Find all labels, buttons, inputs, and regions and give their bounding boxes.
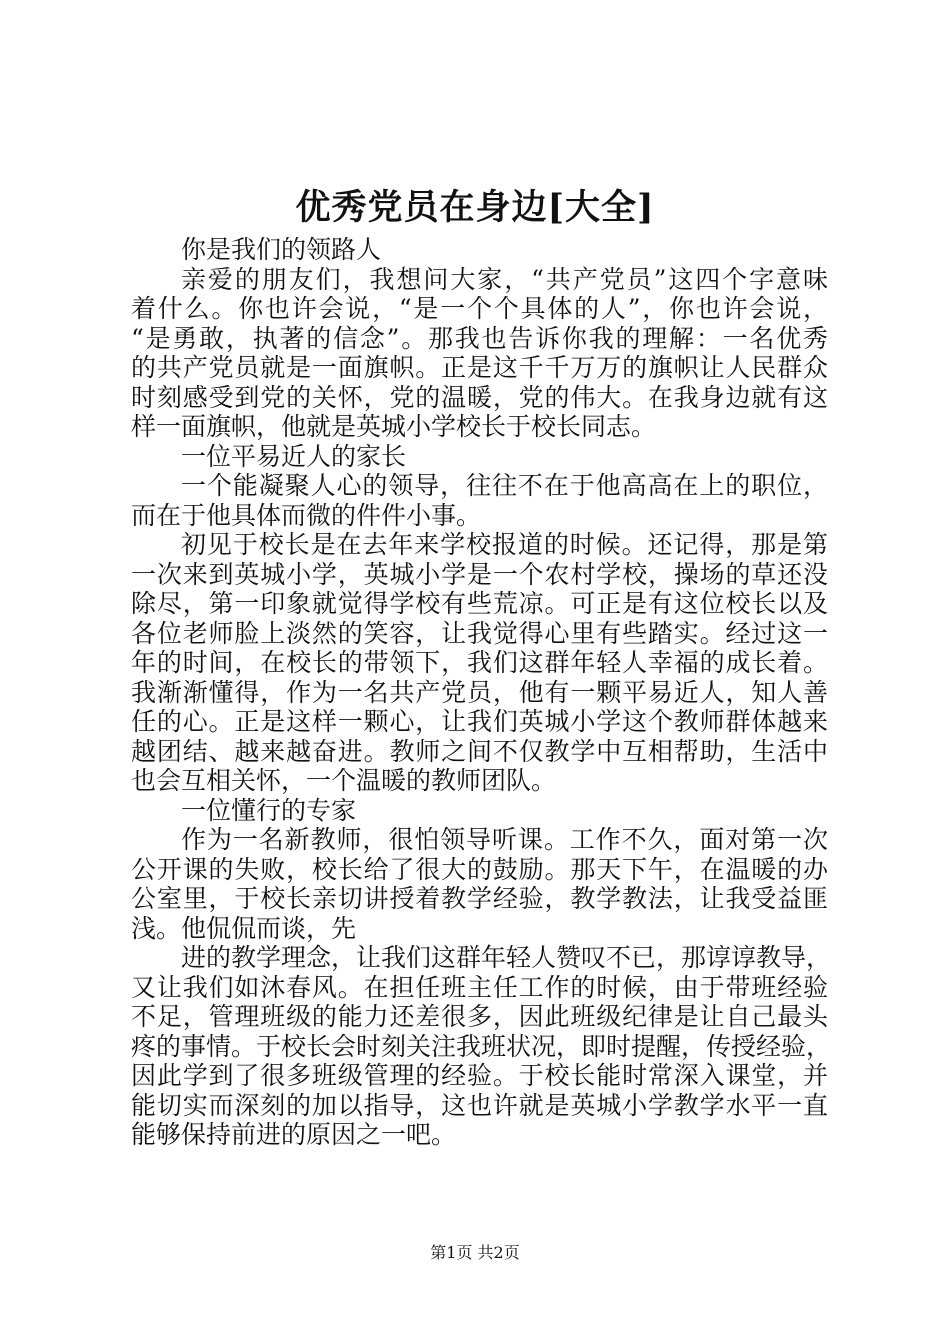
paragraph-line: 除尽，第一印象就觉得学校有些荒凉。可正是有这位校长以及 [131,589,828,618]
paragraph-line: 时刻感受到党的关怀，党的温暖，党的伟大。在我身边就有这 [131,382,828,412]
paragraph-line: “是勇敢，执著的信念”。那我也告诉你我的理解：一名优秀 [131,323,828,353]
paragraph-line: 任的心。正是这样一颗心，让我们英城小学这个教师群体越来 [131,707,828,736]
paragraph-first-line: 一个能凝聚人心的领导，往往不在于他高高在上的职位， [181,471,828,500]
document-body [131,235,832,1150]
paragraph-line: 能够保持前进的原因之一吧。 [131,1120,457,1149]
paragraph-line: 越团结、越来越奋进。教师之间不仅教学中互相帮助，生活中 [131,736,828,766]
paragraph-first-line: 亲爱的朋友们，我想问大家，“共产党员”这四个字意味 [181,264,828,294]
paragraph-line: 也会互相关怀，一个温暖的教师团队。 [131,766,557,795]
paragraph-line: 公室里，于校长亲切讲授着教学经验，教学教法，让我受益匪 [131,884,828,913]
paragraph-line: 能切实而深刻的加以指导，这也许就是英城小学教学水平一直 [131,1090,828,1120]
paragraph-line: 我渐渐懂得，作为一名共产党员，他有一颗平易近人，知人善 [131,677,828,707]
paragraph-line: 不足，管理班级的能力还差很多，因此班级纪律是让自己最头 [131,1002,828,1031]
paragraph-line: 而在于他具体而微的件件小事。 [131,500,482,530]
paragraph-line: 疼的事情。于校长会时刻关注我班状况，即时提醒，传授经验， [131,1031,832,1061]
document-title: 优秀党员在身边[大全] [295,187,655,228]
paragraph-line: 一次来到英城小学，英城小学是一个农村学校，操场的草还没 [131,559,828,589]
paragraph-line: 浅。他侃侃而谈，先 [131,913,357,943]
paragraph-line: 因此学到了很多班级管理的经验。于校长能时常深入课堂，并 [131,1061,828,1090]
paragraph-first-line: 一位平易近人的家长 [181,441,407,471]
paragraph-line: 的共产党员就是一面旗帜。正是这千千万万的旗帜让人民群众 [131,353,828,382]
paragraph-line: 各位老师脸上淡然的笑容，让我觉得心里有些踏实。经过这一 [131,618,828,648]
paragraph-line: 公开课的失败，校长给了很大的鼓励。那天下午，在温暖的办 [131,854,828,884]
paragraph-first-line: 一位懂行的专家 [181,795,357,825]
paragraph-line: 年的时间，在校长的带领下，我们这群年轻人幸福的成长着。 [131,648,828,677]
paragraph-first-line: 作为一名新教师，很怕领导听课。工作不久，面对第一次 [181,825,828,854]
paragraph-line: 又让我们如沐春风。在担任班主任工作的时候，由于带班经验 [131,972,828,1002]
paragraph-first-line: 初见于校长是在去年来学校报道的时候。还记得，那是第 [181,530,828,559]
page-footer: 第1页 共2页 [430,1243,520,1262]
paragraph-line: 样一面旗帜，他就是英城小学校长于校长同志。 [131,412,657,441]
paragraph-line: 着什么。你也许会说，“是一个个具体的人”，你也许会说， [131,294,828,323]
paragraph-first-line: 进的教学理念，让我们这群年轻人赞叹不已，那谆谆教导， [181,943,832,972]
paragraph-first-line: 你是我们的领路人 [181,235,382,264]
